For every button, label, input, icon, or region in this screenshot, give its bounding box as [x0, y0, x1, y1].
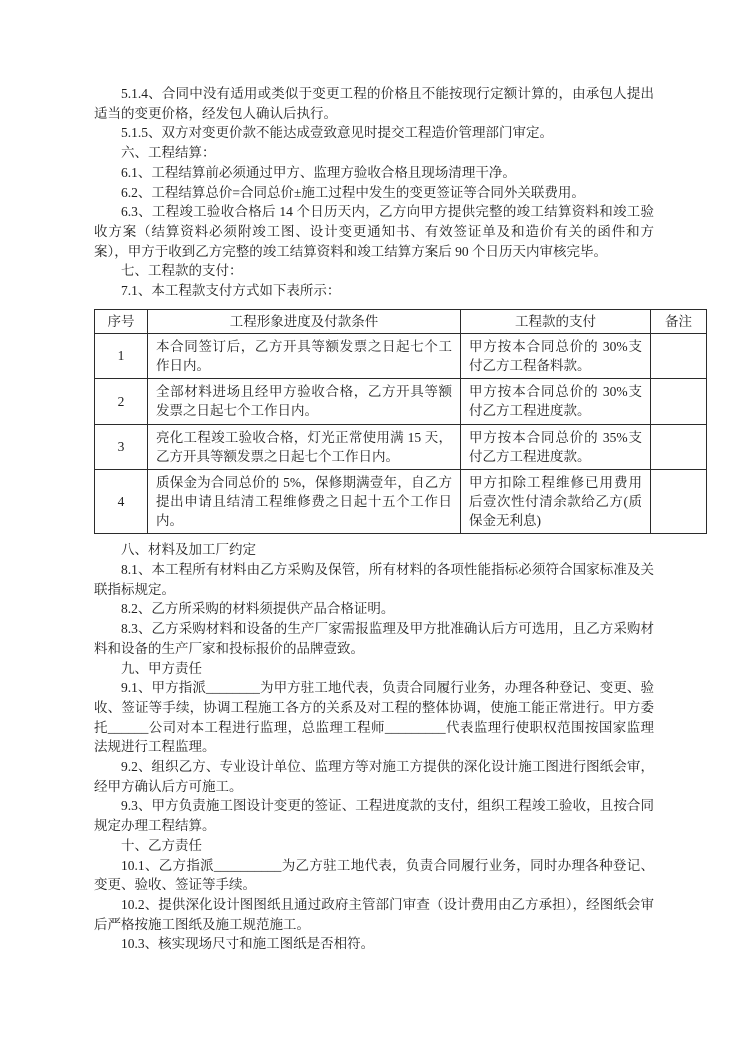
clause-paragraph: 9.2、组织乙方、专业设计单位、监理方等对施工方提供的深化设计施工图进行图纸会审，经甲方确认后方可施工。 [94, 759, 654, 794]
clause-paragraph: 8.3、乙方采购材料和设备的生产厂家需报监理及甲方批准确认后方可选用，且乙方采购材料和设备的生产厂家和投标报价的品牌壹致。 [94, 621, 654, 656]
remark-cell [651, 424, 707, 469]
clause-paragraph: 6.3、工程竣工验收合格后 14 个日历天内，乙方向甲方提供完整的竣工结算资料和竣工验收方案（结算资料必须附竣工图、设计变更通知书、有效签证单及和造价有关的函件和方案），甲方于收到乙方完整的竣工结算资料和竣工结算方案后 90 个日历天内审核完毕。 [94, 204, 654, 259]
clauses-after-table [94, 540, 654, 954]
clause-paragraph: 8.1、本工程所有材料由乙方采购及保管，所有材料的各项性能指标必须符合国家标准及关联指标规定。 [94, 562, 654, 597]
table-row [95, 333, 707, 378]
table-row [95, 424, 707, 469]
payment-cell: 甲方按本合同总价的 30%支付乙方工程进度款。 [461, 379, 651, 424]
row-number-cell: 4 [95, 469, 148, 533]
payment-schedule-table [94, 309, 707, 535]
clause-paragraph: 10.2、提供深化设计图图纸且通过政府主管部门审查（设计费用由乙方承担），经图纸会审后严格按施工图纸及施工规范施工。 [94, 896, 654, 932]
header-cell-remark: 备注 [651, 309, 707, 333]
payment-cell: 甲方按本合同总价的 35%支付乙方工程进度款。 [461, 424, 651, 469]
section-heading: 十、乙方责任 [121, 837, 202, 853]
header-cell-condition: 工程形象进度及付款条件 [148, 309, 461, 333]
condition-cell: 亮化工程竣工验收合格，灯光正常使用满 15 天，乙方开具等额发票之日起七个工作日内。 [148, 424, 461, 469]
clause-paragraph: 5.1.4、合同中没有适用或类似于变更工程的价格且不能按现行定额计算的，由承包人提出适当的变更价格，经发包人确认后执行。 [94, 86, 654, 121]
table-row [95, 379, 707, 424]
condition-cell: 全部材料进场且经甲方验收合格，乙方开具等额发票之日起七个工作日内。 [148, 379, 461, 424]
contract-body [94, 84, 692, 954]
clauses-before-table [94, 84, 654, 301]
clause-paragraph: 10.1、乙方指派__________为乙方驻工地代表，负责合同履行业务，同时办理各种登记、变更、验收、签证等手续。 [94, 857, 654, 893]
header-cell-payment: 工程款的支付 [461, 309, 651, 333]
clause-paragraph: 6.1、工程结算前必须通过甲方、监理方验收合格且现场清理干净。 [121, 164, 516, 180]
condition-cell: 本合同签订后，乙方开具等额发票之日起七个工作日内。 [148, 333, 461, 378]
remark-cell [651, 333, 707, 378]
row-number-cell: 3 [95, 424, 148, 469]
header-cell-number: 序号 [95, 309, 148, 333]
table-row [95, 469, 707, 533]
row-number-cell: 2 [95, 379, 148, 424]
payment-cell: 甲方扣除工程维修已用费用后壹次性付清余款给乙方(质保金无利息) [461, 469, 651, 533]
remark-cell [651, 469, 707, 533]
table-header-row [95, 309, 707, 333]
remark-cell [651, 379, 707, 424]
clause-paragraph: 8.2、乙方所采购的材料须提供产品合格证明。 [121, 601, 395, 617]
clause-paragraph: 6.2、工程结算总价=合同总价±施工过程中发生的变更签证等合同外关联费用。 [121, 184, 585, 200]
clause-paragraph: 10.3、核实现场尺寸和施工图纸是否相符。 [121, 936, 375, 952]
clause-paragraph: 9.3、甲方负责施工图设计变更的签证、工程进度款的支付，组织工程竣工验收，且按合同规定办理工程结算。 [94, 798, 654, 834]
section-heading: 七、工程款的支付： [121, 263, 243, 279]
section-heading: 六、工程结算： [121, 145, 216, 161]
section-heading: 九、甲方责任 [121, 660, 202, 676]
payment-cell: 甲方按本合同总价的 30%支付乙方工程备料款。 [461, 333, 651, 378]
section-heading: 八、材料及加工厂约定 [121, 542, 256, 558]
clause-paragraph: 9.1、甲方指派________为甲方驻工地代表，负责合同履行业务，办理各种登记、变更、验收、签证等手续，协调工程施工各方的关系及对工程的整体协调，使施工能正常进行。甲方委托______公司对本工程进行监理，总监理工程师_________代表监理行使职权范围按国家监理法规进行工程监理。 [94, 680, 654, 755]
clause-paragraph: 5.1.5、双方对变更价款不能达成壹致意见时提交工程造价管理部门审定。 [121, 125, 553, 141]
row-number-cell: 1 [95, 333, 148, 378]
condition-cell: 质保金为合同总价的 5%，保修期满壹年，自乙方提出申请且结清工程维修费之日起十五个工作日内。 [148, 469, 461, 533]
clause-paragraph: 7.1、本工程款支付方式如下表所示： [121, 283, 341, 299]
